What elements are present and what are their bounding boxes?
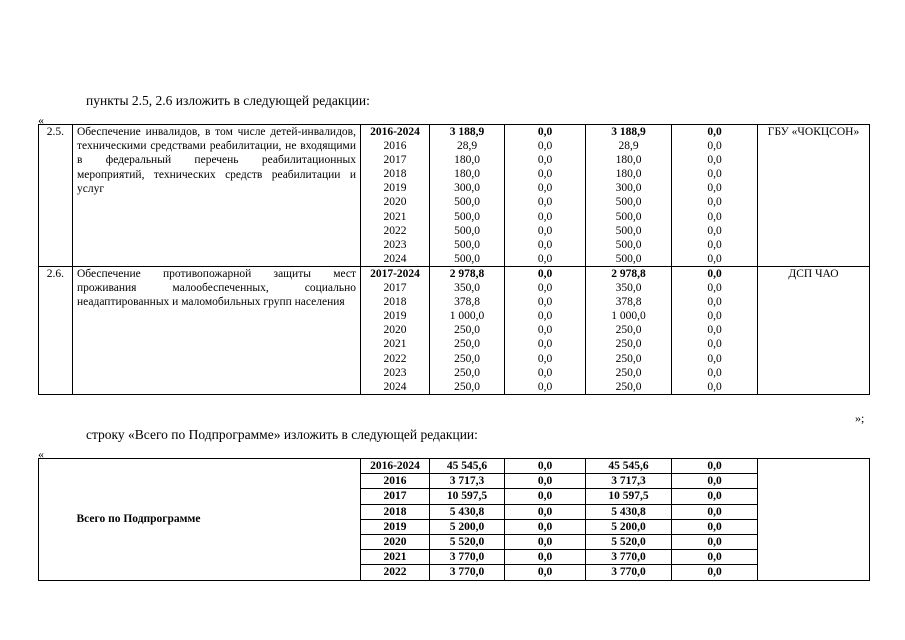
fed-cell: 0,0 bbox=[505, 459, 586, 474]
other-cell: 0,0 bbox=[672, 238, 758, 252]
regional-cell: 250,0 bbox=[586, 366, 672, 380]
fed-cell: 0,0 bbox=[505, 489, 586, 504]
intro-text-items: пункты 2.5, 2.6 изложить в следующей редакции: bbox=[86, 93, 370, 108]
year-cell: 2020 bbox=[361, 195, 430, 209]
year-cell: 2018 bbox=[361, 167, 430, 181]
federal-cell: 0,0 bbox=[505, 295, 586, 309]
year-cell: 2020 bbox=[361, 323, 430, 337]
total-table bbox=[38, 458, 870, 581]
other-cell: 0,0 bbox=[672, 504, 758, 519]
federal-cell: 0,0 bbox=[505, 238, 586, 252]
year-cell: 2016 bbox=[361, 139, 430, 153]
other-cell: 0,0 bbox=[672, 380, 758, 395]
other-cell: 0,0 bbox=[672, 181, 758, 195]
total-cell: 250,0 bbox=[430, 323, 505, 337]
items-table bbox=[38, 124, 870, 395]
other-cell: 0,0 bbox=[672, 534, 758, 549]
other-cell: 0,0 bbox=[672, 519, 758, 534]
total-cell: 3 770,0 bbox=[430, 565, 505, 580]
item-description: Обеспечение противопожарной защиты мест проживания малообеспеченных, социально неадаптированных и маломобильных групп населения bbox=[73, 266, 361, 394]
open-quote-total: « bbox=[38, 447, 44, 461]
total-cell: 300,0 bbox=[430, 181, 505, 195]
federal-cell: 0,0 bbox=[505, 153, 586, 167]
total-number bbox=[39, 459, 73, 581]
total-cell: 250,0 bbox=[430, 337, 505, 351]
other-cell: 0,0 bbox=[672, 550, 758, 565]
regional-cell: 500,0 bbox=[586, 210, 672, 224]
total-cell: 250,0 bbox=[430, 366, 505, 380]
total-cell: 500,0 bbox=[430, 238, 505, 252]
total-cell: 3 188,9 bbox=[430, 125, 505, 140]
regional-cell: 250,0 bbox=[586, 380, 672, 395]
total-cell: 500,0 bbox=[430, 210, 505, 224]
reg-cell: 5 200,0 bbox=[586, 519, 672, 534]
item-description: Обеспечение инвалидов, в том числе детей-инвалидов, техническими средствами реабилитации, не входящими в федеральный перечень реабилитационных мероприятий, технических средств реабилитации и услуг bbox=[73, 125, 361, 267]
year-cell: 2021 bbox=[361, 337, 430, 351]
other-cell: 0,0 bbox=[672, 167, 758, 181]
close-quote: »; bbox=[855, 411, 865, 425]
year-cell: 2016-2024 bbox=[361, 125, 430, 140]
reg-cell: 3 770,0 bbox=[586, 565, 672, 580]
year-cell: 2017-2024 bbox=[361, 266, 430, 281]
regional-cell: 300,0 bbox=[586, 181, 672, 195]
other-cell: 0,0 bbox=[672, 352, 758, 366]
total-cell: 350,0 bbox=[430, 281, 505, 295]
other-cell: 0,0 bbox=[672, 210, 758, 224]
other-cell: 0,0 bbox=[672, 252, 758, 267]
year-cell: 2018 bbox=[361, 504, 430, 519]
regional-cell: 500,0 bbox=[586, 238, 672, 252]
total-cell: 250,0 bbox=[430, 380, 505, 395]
year-cell: 2022 bbox=[361, 352, 430, 366]
reg-cell: 5 430,8 bbox=[586, 504, 672, 519]
federal-cell: 0,0 bbox=[505, 266, 586, 281]
open-quote: « bbox=[38, 113, 44, 127]
other-cell: 0,0 bbox=[672, 125, 758, 140]
year-cell: 2017 bbox=[361, 281, 430, 295]
regional-cell: 2 978,8 bbox=[586, 266, 672, 281]
total-cell: 500,0 bbox=[430, 195, 505, 209]
total-label: Всего по Подпрограмме bbox=[73, 459, 361, 581]
year-cell: 2022 bbox=[361, 565, 430, 580]
other-cell: 0,0 bbox=[672, 489, 758, 504]
regional-cell: 3 188,9 bbox=[586, 125, 672, 140]
intro-text-total: строку «Всего по Подпрограмме» изложить в следующей редакции: bbox=[86, 427, 478, 442]
item-organization: ДСП ЧАО bbox=[758, 266, 870, 394]
regional-cell: 28,9 bbox=[586, 139, 672, 153]
total-organization bbox=[758, 459, 870, 581]
year-cell: 2019 bbox=[361, 181, 430, 195]
federal-cell: 0,0 bbox=[505, 125, 586, 140]
federal-cell: 0,0 bbox=[505, 337, 586, 351]
year-cell: 2020 bbox=[361, 534, 430, 549]
total-cell: 10 597,5 bbox=[430, 489, 505, 504]
year-cell: 2023 bbox=[361, 238, 430, 252]
fed-cell: 0,0 bbox=[505, 534, 586, 549]
total-cell: 378,8 bbox=[430, 295, 505, 309]
table-row bbox=[39, 266, 870, 281]
federal-cell: 0,0 bbox=[505, 323, 586, 337]
year-cell: 2023 bbox=[361, 366, 430, 380]
total-cell: 5 200,0 bbox=[430, 519, 505, 534]
other-cell: 0,0 bbox=[672, 224, 758, 238]
regional-cell: 350,0 bbox=[586, 281, 672, 295]
fed-cell: 0,0 bbox=[505, 519, 586, 534]
reg-cell: 3 770,0 bbox=[586, 550, 672, 565]
federal-cell: 0,0 bbox=[505, 181, 586, 195]
total-cell: 3 770,0 bbox=[430, 550, 505, 565]
total-cell: 250,0 bbox=[430, 352, 505, 366]
total-cell: 2 978,8 bbox=[430, 266, 505, 281]
total-cell: 5 520,0 bbox=[430, 534, 505, 549]
regional-cell: 250,0 bbox=[586, 323, 672, 337]
table-row bbox=[39, 125, 870, 140]
year-cell: 2019 bbox=[361, 519, 430, 534]
other-cell: 0,0 bbox=[672, 565, 758, 580]
fed-cell: 0,0 bbox=[505, 550, 586, 565]
year-cell: 2021 bbox=[361, 210, 430, 224]
federal-cell: 0,0 bbox=[505, 139, 586, 153]
other-cell: 0,0 bbox=[672, 281, 758, 295]
federal-cell: 0,0 bbox=[505, 210, 586, 224]
regional-cell: 378,8 bbox=[586, 295, 672, 309]
year-cell: 2024 bbox=[361, 252, 430, 267]
item-organization: ГБУ «ЧОКЦСОН» bbox=[758, 125, 870, 267]
other-cell: 0,0 bbox=[672, 474, 758, 489]
total-cell: 1 000,0 bbox=[430, 309, 505, 323]
year-cell: 2017 bbox=[361, 489, 430, 504]
regional-cell: 250,0 bbox=[586, 337, 672, 351]
other-cell: 0,0 bbox=[672, 266, 758, 281]
item-number: 2.6. bbox=[39, 266, 73, 394]
regional-cell: 500,0 bbox=[586, 252, 672, 267]
total-cell: 180,0 bbox=[430, 153, 505, 167]
other-cell: 0,0 bbox=[672, 323, 758, 337]
federal-cell: 0,0 bbox=[505, 380, 586, 395]
total-cell: 500,0 bbox=[430, 252, 505, 267]
federal-cell: 0,0 bbox=[505, 252, 586, 267]
regional-cell: 1 000,0 bbox=[586, 309, 672, 323]
regional-cell: 180,0 bbox=[586, 153, 672, 167]
regional-cell: 180,0 bbox=[586, 167, 672, 181]
regional-cell: 250,0 bbox=[586, 352, 672, 366]
federal-cell: 0,0 bbox=[505, 167, 586, 181]
reg-cell: 3 717,3 bbox=[586, 474, 672, 489]
regional-cell: 500,0 bbox=[586, 224, 672, 238]
year-cell: 2022 bbox=[361, 224, 430, 238]
year-cell: 2016-2024 bbox=[361, 459, 430, 474]
other-cell: 0,0 bbox=[672, 139, 758, 153]
federal-cell: 0,0 bbox=[505, 224, 586, 238]
total-cell: 3 717,3 bbox=[430, 474, 505, 489]
other-cell: 0,0 bbox=[672, 195, 758, 209]
reg-cell: 45 545,6 bbox=[586, 459, 672, 474]
total-cell: 5 430,8 bbox=[430, 504, 505, 519]
year-cell: 2021 bbox=[361, 550, 430, 565]
total-cell: 28,9 bbox=[430, 139, 505, 153]
total-cell: 180,0 bbox=[430, 167, 505, 181]
other-cell: 0,0 bbox=[672, 295, 758, 309]
year-cell: 2019 bbox=[361, 309, 430, 323]
fed-cell: 0,0 bbox=[505, 504, 586, 519]
other-cell: 0,0 bbox=[672, 459, 758, 474]
year-cell: 2017 bbox=[361, 153, 430, 167]
total-cell: 500,0 bbox=[430, 224, 505, 238]
reg-cell: 5 520,0 bbox=[586, 534, 672, 549]
federal-cell: 0,0 bbox=[505, 352, 586, 366]
year-cell: 2018 bbox=[361, 295, 430, 309]
fed-cell: 0,0 bbox=[505, 565, 586, 580]
reg-cell: 10 597,5 bbox=[586, 489, 672, 504]
table-row bbox=[39, 459, 870, 474]
federal-cell: 0,0 bbox=[505, 309, 586, 323]
federal-cell: 0,0 bbox=[505, 195, 586, 209]
fed-cell: 0,0 bbox=[505, 474, 586, 489]
item-number: 2.5. bbox=[39, 125, 73, 267]
other-cell: 0,0 bbox=[672, 337, 758, 351]
federal-cell: 0,0 bbox=[505, 366, 586, 380]
year-cell: 2016 bbox=[361, 474, 430, 489]
other-cell: 0,0 bbox=[672, 153, 758, 167]
federal-cell: 0,0 bbox=[505, 281, 586, 295]
other-cell: 0,0 bbox=[672, 366, 758, 380]
year-cell: 2024 bbox=[361, 380, 430, 395]
other-cell: 0,0 bbox=[672, 309, 758, 323]
regional-cell: 500,0 bbox=[586, 195, 672, 209]
total-cell: 45 545,6 bbox=[430, 459, 505, 474]
